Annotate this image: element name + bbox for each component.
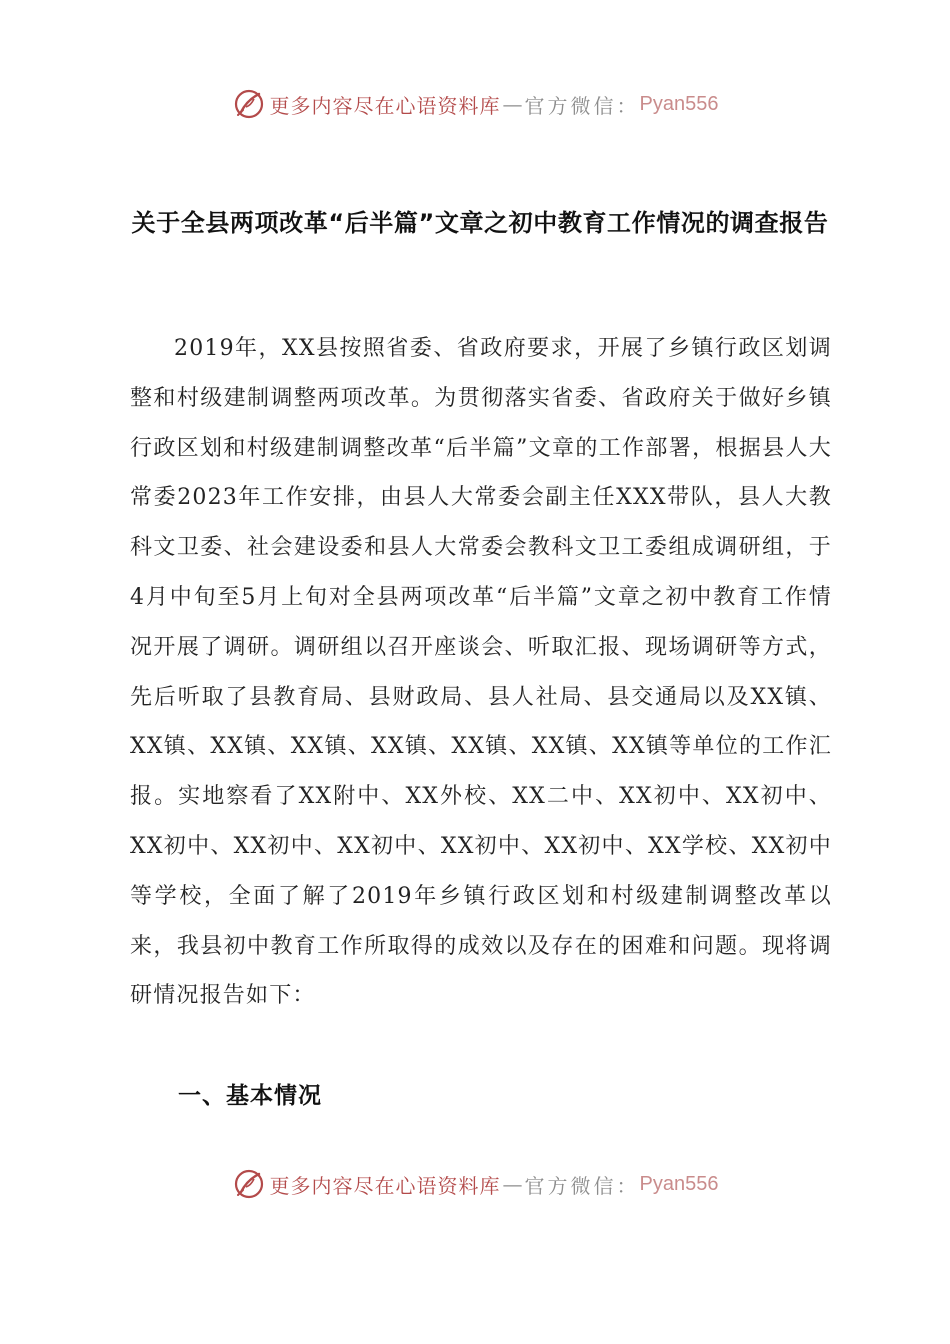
watermark-dash: — [502, 1172, 523, 1196]
watermark-banner-top [0, 84, 950, 124]
quill-scroll-logo-icon [232, 87, 266, 121]
watermark-wechat-label: 官方微信： [524, 93, 640, 118]
watermark-wechat-id: Pyan556 [639, 1172, 719, 1195]
section-heading-basic-situation: 一、基本情况 [178, 1083, 322, 1109]
quill-scroll-logo-icon [232, 1167, 266, 1201]
watermark-wechat-id: Pyan556 [639, 92, 719, 115]
intro-paragraph: 2019年，XX县按照省委、省政府要求，开展了乡镇行政区划调整和村级建制调整两项改革。为贯彻落实省委、省政府关于做好乡镇行政区划和村级建制调整改革“后半篇”文章的工作部署，根据县人大常委2023年工作安排，由县人大常委会副主任XXX带队，县人大教科文卫委、社会建设委和县人大常委会教科文卫工委组成调研组，于4月中旬至5月上旬对全县两项改革“后半篇”文章之初中教育工作情况开展了调研。调研组以召开座谈会、听取汇报、现场调研等方式，先后听取了县教育局、县财政局、县人社局、县交通局以及XX镇、XX镇、XX镇、XX镇、XX镇、XX镇、XX镇、XX镇等单位的工作汇报。实地察看了XX附中、XX外校、XX二中、XX初中、XX初中、XX初中、XX初中、XX初中、XX初中、XX初中、XX学校、XX初中等学校，全面了解了2019年乡镇行政区划和村级建制调整改革以来，我县初中教育工作所取得的成效以及存在的困难和问题。现将调研情况报告如下： [130, 336, 832, 1009]
watermark-wechat-label: 官方微信： [524, 1173, 640, 1198]
watermark-main-text: 更多内容尽在心语资料库 [269, 93, 501, 118]
watermark-banner-bottom [0, 1164, 950, 1204]
watermark-dash: — [502, 92, 523, 116]
document-title: 关于全县两项改革“后半篇”文章之初中教育工作情况的调查报告 [131, 209, 829, 237]
watermark-main-text: 更多内容尽在心语资料库 [269, 1173, 501, 1198]
